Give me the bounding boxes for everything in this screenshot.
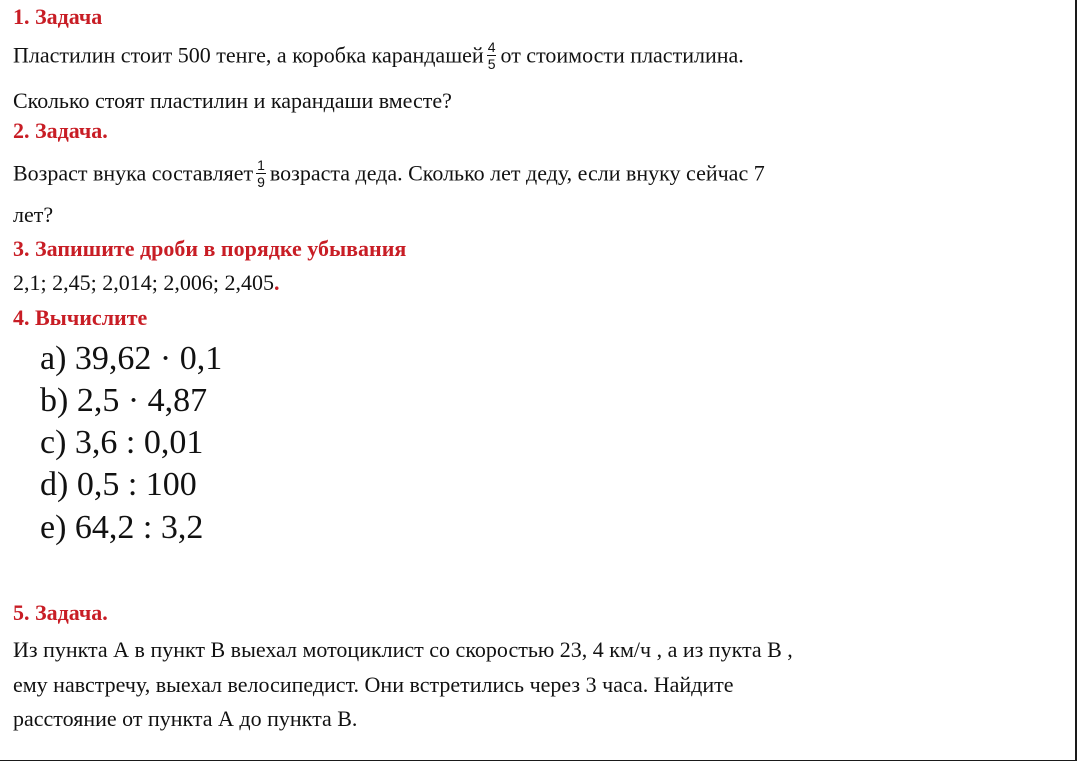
task-2-heading: 2. Задача. (13, 118, 108, 143)
calc-item-d: d) 0,5 : 100 (40, 466, 197, 503)
task-3-numbers: 2,1; 2,45; 2,014; 2,006; 2,405 (13, 270, 274, 295)
task-2-continuation: лет? (13, 202, 54, 227)
task-4-heading: 4. Вычислите (13, 305, 148, 330)
task-1-fraction-numerator: 4 (487, 39, 496, 55)
task-3-heading: 3. Запишите дроби в порядке убывания (13, 236, 407, 261)
task-2-fraction-numerator: 1 (257, 157, 265, 173)
task-5-heading: 5. Задача. (13, 600, 108, 625)
task-2-text-after-fraction: возраста деда. Сколько лет деду, если внуку сейчас 7 (269, 160, 765, 186)
task-1-text (13, 39, 744, 73)
task-5-line-1: Из пункта А в пункт В выехал мотоциклист со скоростью 23, 4 км/ч , а из пукта В , (13, 637, 793, 662)
task-1-fraction-denominator: 5 (487, 56, 496, 72)
task-2-fraction-denominator: 9 (257, 174, 265, 190)
task-1-text-before-fraction: Пластилин стоит 500 тенге, а коробка карандашей (13, 42, 484, 68)
task-3-final-dot: . (273, 270, 280, 295)
calc-item-b: b) 2,5 · 4,87 (40, 382, 208, 419)
task-5-line-3: расстояние от пункта А до пункта В. (13, 706, 358, 731)
task-5-line-2: ему навстречу, выехал велосипедист. Они встретились через 3 часа. Найдите (13, 672, 734, 697)
task-2-text (13, 157, 765, 191)
calc-item-a: a) 39,62 · 0,1 (40, 340, 223, 377)
task-2-fraction (256, 158, 266, 189)
calc-item-c: c) 3,6 : 0,01 (40, 424, 204, 461)
task-1-fraction (487, 40, 497, 71)
task-2-text-before-fraction: Возраст внука составляет (13, 160, 254, 186)
task-1-text-after-fraction: от стоимости пластилина. (500, 42, 744, 68)
calc-item-e: e) 64,2 : 3,2 (40, 509, 204, 546)
task-1-question: Сколько стоят пластилин и карандаши вместе? (13, 88, 452, 113)
task-1-heading: 1. Задача (13, 4, 103, 29)
task-3-numbers-line (13, 270, 279, 296)
